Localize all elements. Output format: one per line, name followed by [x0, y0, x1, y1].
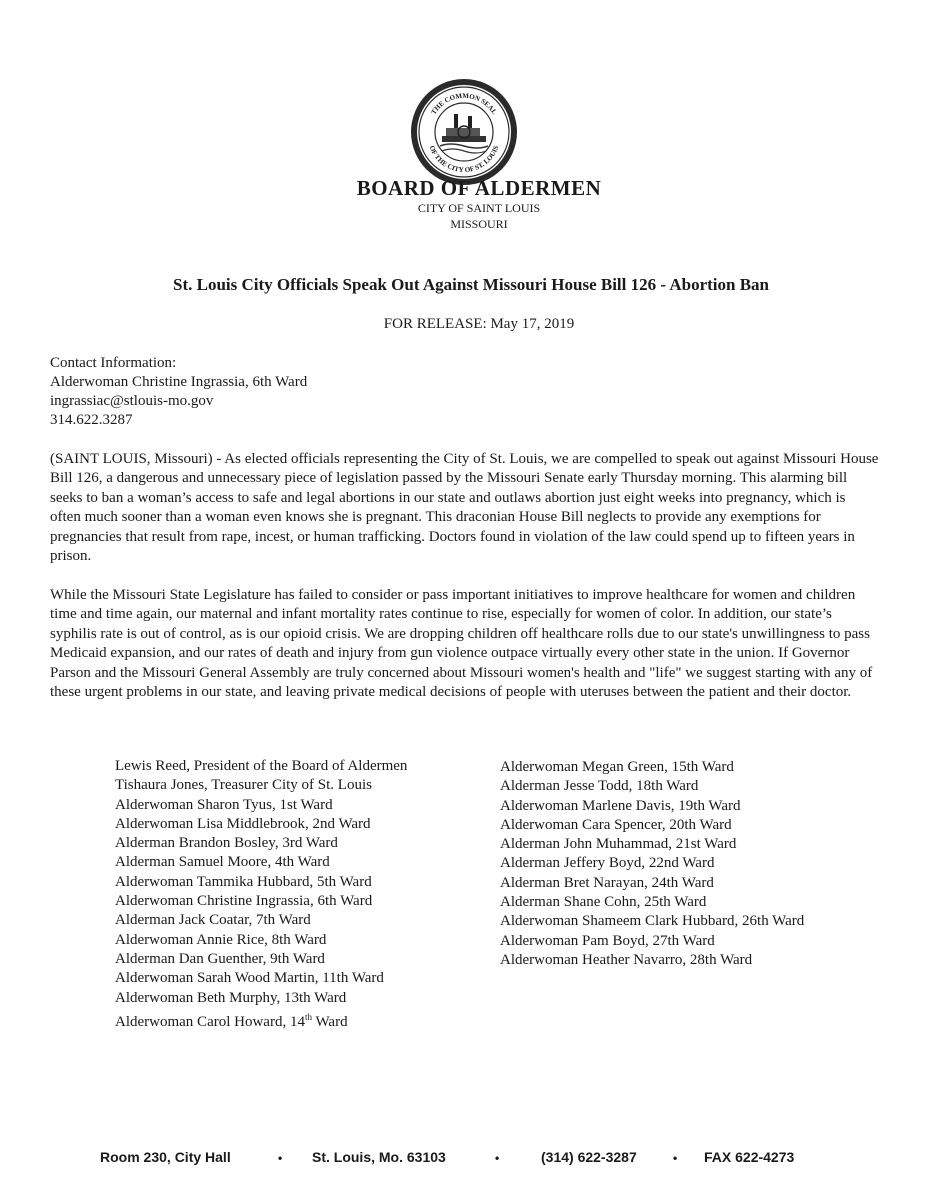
- signer-name: Alderman John Muhammad, 21st Ward: [500, 836, 737, 853]
- signer-name: Alderwoman Beth Murphy, 13th Ward: [115, 989, 347, 1006]
- signer-ward-text: Ward: [311, 1013, 348, 1030]
- signer-name: Alderman Jeffery Boyd, 22nd Ward: [500, 855, 715, 872]
- city-seal: [410, 78, 518, 186]
- signer-name: Alderwoman Pam Boyd, 27th Ward: [500, 932, 715, 949]
- signer-name: Alderman Shane Cohn, 25th Ward: [500, 894, 707, 911]
- signer-name: Lewis Reed, President of the Board of Aldermen: [115, 758, 408, 774]
- footer-separator: •: [495, 1151, 500, 1165]
- signer-name: Alderwoman Heather Navarro, 28th Ward: [500, 951, 753, 968]
- signer-name-text: Alderwoman Carol Howard, 14: [115, 1013, 305, 1030]
- contact-heading: Contact Information:: [50, 355, 177, 371]
- release-date: FOR RELEASE: May 17, 2019: [383, 316, 575, 332]
- signer-name: Alderwoman Lisa Middlebrook, 2nd Ward: [115, 815, 371, 832]
- contact-phone: 314.622.3287: [50, 412, 133, 428]
- signers-right-column: [500, 758, 804, 970]
- signer-name: Alderman Jack Coatar, 7th Ward: [115, 912, 311, 929]
- signer-name: Alderman Bret Narayan, 24th Ward: [500, 874, 714, 891]
- board-title: BOARD OF ALDERMEN: [356, 176, 602, 200]
- contact-name: Alderwoman Christine Ingrassia, 6th Ward: [50, 374, 308, 390]
- body-paragraph-1: (SAINT LOUIS, Missouri) - As elected officials representing the City of St. Louis, we are compelled to speak out against Missouri House Bill 126, a dangerous and unnecessary piece of legislation passed by the Missouri Senate early Thursday morning. This alarming bill seeks to ban a woman’s access to safe and legal abortions in our state and outlaws abortion just eight weeks into pregnancy, which is often much sooner than a woman even knows she is pregnant. This draconian House Bill neglects to provide any exemptions for pregnancies that result from rape, incest, or human trafficking. Doctors found in violation of the law could spend up to fifteen years in prison.: [50, 451, 879, 565]
- footer-separator: •: [278, 1151, 283, 1165]
- signer-name: Alderman Samuel Moore, 4th Ward: [115, 854, 330, 871]
- footer-city: St. Louis, Mo. 63103: [312, 1149, 446, 1165]
- signer-name-last: [115, 1008, 407, 1032]
- signer-name: Tishaura Jones, Treasurer City of St. Louis: [115, 777, 372, 794]
- footer-phone: (314) 622-3287: [541, 1149, 637, 1165]
- ordinal-suffix: th: [304, 1011, 312, 1022]
- signer-name: Alderwoman Marlene Davis, 19th Ward: [500, 797, 741, 814]
- footer-separator: •: [673, 1151, 678, 1165]
- signer-name: Alderwoman Tammika Hubbard, 5th Ward: [115, 873, 372, 890]
- signer-name: Alderwoman Sarah Wood Martin, 11th Ward: [115, 970, 384, 987]
- signer-name: Alderwoman Annie Rice, 8th Ward: [115, 931, 327, 948]
- svg-text:OF THE CITY OF ST. LOUIS: OF THE CITY OF ST. LOUIS: [427, 144, 501, 175]
- signer-name: Alderwoman Megan Green, 15th Ward: [500, 759, 734, 775]
- signer-name: Alderman Jesse Todd, 18th Ward: [500, 778, 699, 795]
- signer-name: Alderwoman Shameem Clark Hubbard, 26th Ward: [500, 913, 805, 930]
- contact-email: ingrassiac@stlouis-mo.gov: [50, 393, 214, 409]
- city-seal-icon: [410, 78, 518, 186]
- signer-name: Alderwoman Cara Spencer, 20th Ward: [500, 816, 732, 833]
- press-headline: St. Louis City Officials Speak Out Against Missouri House Bill 126 - Abortion Ban: [172, 275, 770, 294]
- signer-name: Alderwoman Sharon Tyus, 1st Ward: [115, 796, 333, 813]
- body-paragraph-2: While the Missouri State Legislature has failed to consider or pass important initiatives to improve healthcare for women and children time and time again, our maternal and infant mortality rates continue to rise, especially for women of color. In addition, our state’s syphilis rate is out of control, as is our opioid crisis. We are dropping children off healthcare rolls due to our state's unwillingness to pass Medicaid expansion, and our rates of death and injury from gun violence outpace virtually every other state in the union. If Governor Parson and the Missouri General Assembly are truly concerned about Missouri women's health and "life" we suggest starting with any of these urgent problems in our state, and leaving private medical decisions of people with uteruses between the patient and their doctor.: [50, 587, 873, 701]
- contact-block: [50, 354, 307, 430]
- signer-name: Alderman Dan Guenther, 9th Ward: [115, 950, 325, 967]
- footer-room: Room 230, City Hall: [100, 1149, 231, 1165]
- svg-text:THE COMMON SEAL: THE COMMON SEAL: [429, 91, 499, 116]
- footer-fax: FAX 622-4273: [704, 1149, 795, 1165]
- board-subtitle-state: MISSOURI: [450, 217, 508, 231]
- letterhead-footer: [0, 1149, 928, 1171]
- signer-name: Alderman Brandon Bosley, 3rd Ward: [115, 835, 338, 852]
- signers-left-column: [115, 757, 407, 1032]
- signer-name: Alderwoman Christine Ingrassia, 6th Ward: [115, 893, 373, 910]
- board-subtitle-city: CITY OF SAINT LOUIS: [417, 201, 541, 215]
